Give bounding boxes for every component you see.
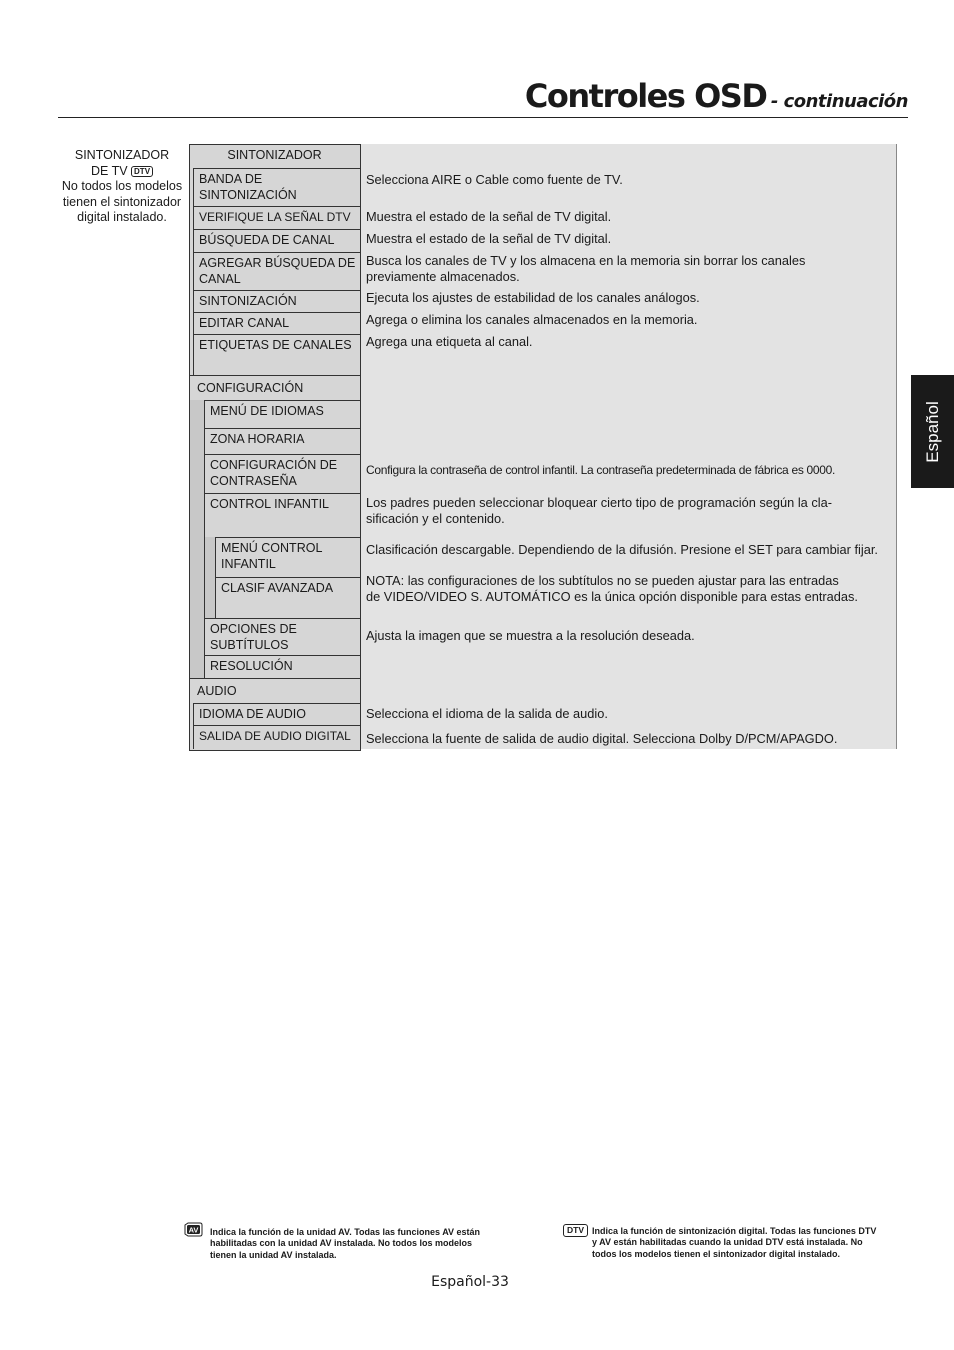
menu-item-password-setup[interactable]: CONFIGURACIÓN DE CONTRASEÑA bbox=[205, 454, 360, 493]
desc-edit-channel: Agrega o elimina los canales almacenados en la memoria. bbox=[366, 312, 698, 327]
language-tab-label: Español bbox=[922, 400, 942, 463]
desc-add-channel-search bbox=[366, 253, 886, 284]
side-note-line bbox=[52, 164, 192, 180]
av-footnote bbox=[210, 1227, 530, 1261]
desc-line: previamente almacenados. bbox=[366, 268, 520, 284]
dtv-footnote bbox=[592, 1226, 912, 1260]
desc-tuner-band: Selecciona AIRE o Cable como fuente de TV. bbox=[366, 172, 623, 187]
side-note-line: No todos los modelos bbox=[61, 179, 183, 193]
av-badge-icon bbox=[182, 1222, 203, 1242]
desc-line: sificación y el contenido. bbox=[366, 510, 505, 526]
side-note-line: tienen el sintonizador bbox=[62, 194, 182, 209]
menu-header-audio[interactable]: AUDIO bbox=[189, 678, 360, 703]
footnote-line: Indica la función de la unidad AV. Todas las funciones AV están bbox=[210, 1227, 481, 1237]
page-number: Español-33 bbox=[431, 1274, 509, 1290]
side-note-text: DE TV bbox=[90, 163, 128, 178]
menu-item-verify-dtv-signal[interactable]: VERIFIQUE LA SEÑAL DTV bbox=[194, 206, 360, 229]
menu-item-channel-labels[interactable]: ETIQUETAS DE CANALES bbox=[194, 334, 360, 375]
desc-digital-audio-output: Selecciona la fuente de salida de audio digital. Selecciona Dolby D/PCM/APAGDO. bbox=[366, 731, 838, 746]
menu-item-parental-control-menu[interactable]: MENÚ CONTROL INFANTIL bbox=[216, 537, 360, 577]
side-note-line: SINTONIZADOR bbox=[74, 148, 170, 162]
av-badge-shape bbox=[182, 1222, 203, 1237]
desc-parental-control-menu: Clasificación descargable. Dependiendo de la difusión. Presione el SET para cambiar fijar. bbox=[366, 542, 878, 557]
menu-header-setup[interactable]: CONFIGURACIÓN bbox=[189, 375, 360, 400]
desc-verify-dtv-signal: Muestra el estado de la señal de TV digital. bbox=[366, 209, 612, 224]
language-tab bbox=[911, 375, 954, 488]
menu-item-advanced-rating[interactable]: CLASIF AVANZADA bbox=[216, 577, 360, 618]
side-note-line: digital instalado. bbox=[77, 210, 167, 224]
menu-item-channel-search[interactable]: BÚSQUEDA DE CANAL bbox=[194, 229, 360, 252]
desc-line: Los padres pueden seleccionar bloquear cierto tipo de programación según la cla- bbox=[366, 495, 832, 510]
menu-item-caption-options[interactable]: OPCIONES DE SUBTÍTULOS bbox=[205, 618, 360, 655]
footnote-line: y AV están habilitadas cuando la unidad DTV está instalada. No bbox=[592, 1237, 863, 1248]
menu-item-parental-control[interactable]: CONTROL INFANTIL bbox=[205, 493, 360, 537]
desc-caption-options: Ajusta la imagen que se muestra a la resolución deseada. bbox=[366, 628, 695, 643]
desc-parental-control bbox=[366, 495, 886, 526]
menu-header-tuner[interactable]: SINTONIZADOR bbox=[227, 148, 322, 162]
menu-item-tuning[interactable]: SINTONIZACIÓN bbox=[194, 290, 360, 312]
menu-item-time-zone[interactable]: ZONA HORARIA bbox=[205, 428, 360, 454]
parental-indent-block bbox=[205, 537, 215, 618]
header-rule bbox=[58, 117, 908, 118]
desc-advanced-rating bbox=[366, 573, 886, 604]
desc-password-setup: Configura la contraseña de control infantil. La contraseña predeterminada de fábrica es 0000. bbox=[366, 463, 836, 477]
desc-channel-search: Muestra el estado de la señal de TV digital. bbox=[366, 231, 612, 246]
menu-item-audio-language[interactable]: IDIOMA DE AUDIO bbox=[194, 703, 360, 725]
dtv-footnote-badge-text: DTV bbox=[563, 1224, 588, 1237]
dtv-footnote-badge-icon bbox=[563, 1221, 588, 1239]
menu-item-language-menu[interactable]: MENÚ DE IDIOMAS bbox=[205, 400, 360, 428]
desc-line: Busca los canales de TV y los almacena en la memoria sin borrar los canales bbox=[366, 253, 806, 268]
footnote-line: todos los modelos tienen el sintonizador digital instalado. bbox=[592, 1248, 841, 1259]
page-title bbox=[524, 77, 908, 115]
menu-item-edit-channel[interactable]: EDITAR CANAL bbox=[194, 312, 360, 334]
desc-line: NOTA: las configuraciones de los subtítulos no se pueden ajustar para las entradas bbox=[366, 573, 839, 588]
footnote-line: habilitadas con la unidad AV instalada. No todos los modelos bbox=[210, 1238, 473, 1249]
page-title-main: Controles OSD bbox=[524, 77, 767, 115]
menu-item-add-channel-search[interactable]: AGREGAR BÚSQUEDA DE CANAL bbox=[194, 252, 360, 290]
menu-item-resolution[interactable]: RESOLUCIÓN bbox=[205, 655, 360, 678]
page-title-subtitle: - continuación bbox=[770, 91, 908, 112]
desc-audio-language: Selecciona el idioma de la salida de audio. bbox=[366, 706, 608, 721]
osd-menu-table bbox=[189, 144, 897, 750]
setup-indent-block bbox=[190, 400, 204, 678]
desc-channel-labels: Agrega una etiqueta al canal. bbox=[366, 334, 533, 349]
footnote-line: Indica la función de sintonización digital. Todas las funciones DTV bbox=[592, 1226, 877, 1236]
desc-tuning: Ejecuta los ajustes de estabilidad de los canales análogos. bbox=[366, 290, 700, 305]
menu-item-digital-audio-output[interactable]: SALIDA DE AUDIO DIGITAL bbox=[194, 725, 360, 749]
desc-line: de VIDEO/VIDEO S. AUTOMÁTICO es la única opción disponible para estas entradas. bbox=[366, 588, 858, 604]
menu-item-tuner-band[interactable]: BANDA DE SINTONIZACIÓN bbox=[194, 168, 360, 206]
av-badge-text: AV bbox=[188, 1225, 199, 1235]
side-note bbox=[52, 148, 192, 226]
footnote-line: tienen la unidad AV instalada. bbox=[210, 1249, 337, 1260]
dtv-badge-icon: DTV bbox=[131, 166, 153, 177]
